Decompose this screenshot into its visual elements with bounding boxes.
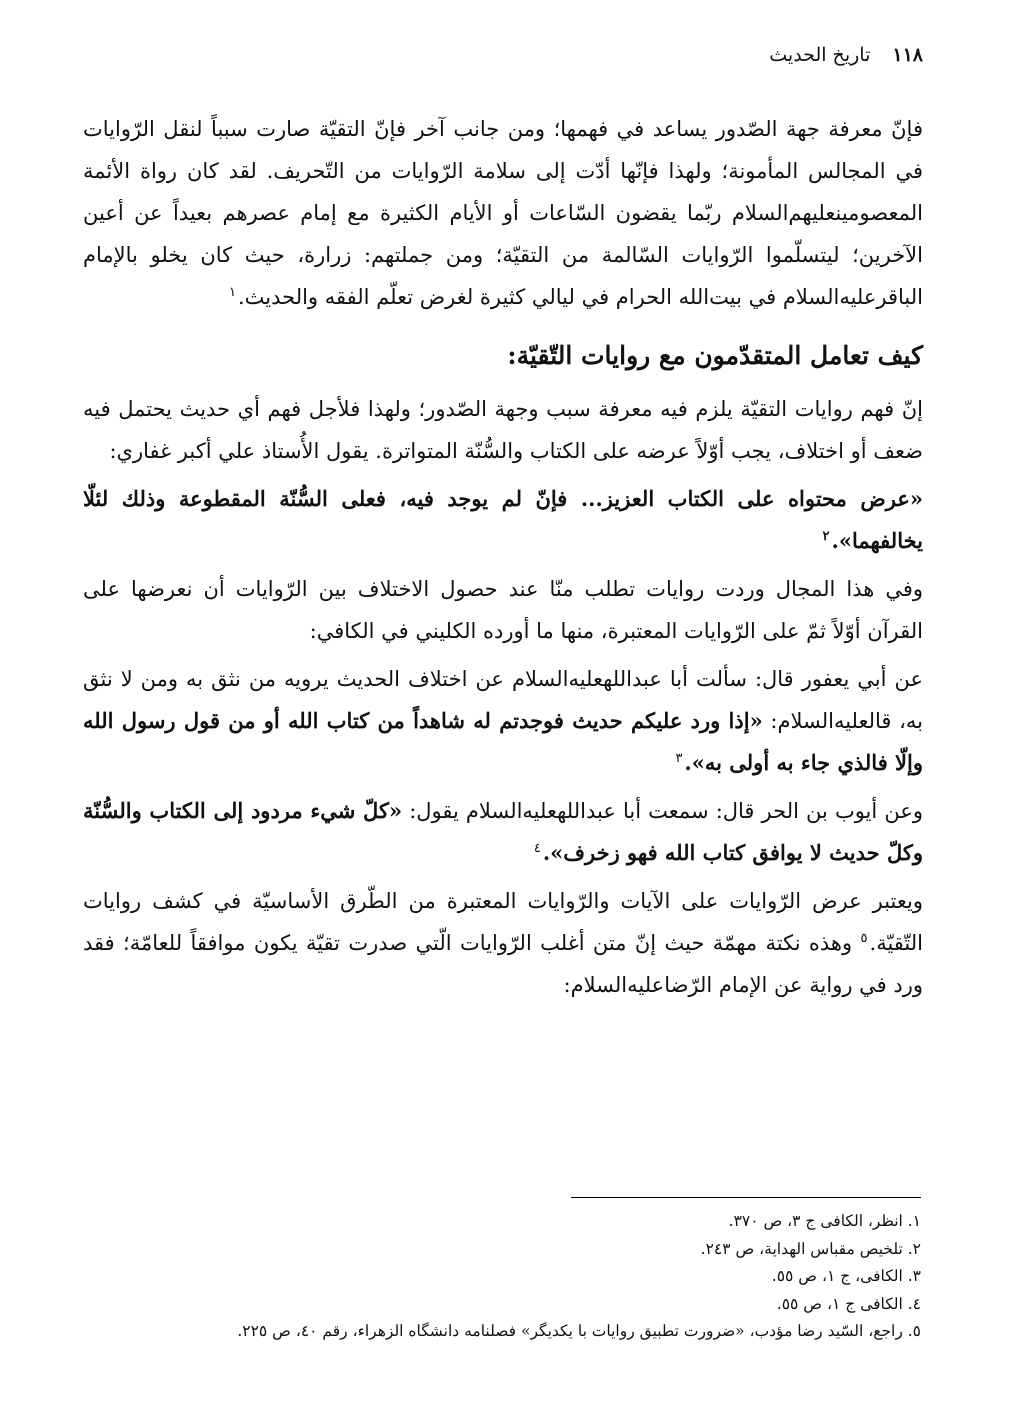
book-title: تاریخ الحدیث — [769, 44, 871, 66]
paragraph-1-text: فإنّ معرفة جهة الصّدور يساعد في فهمها؛ ومن جانب آخر فإنّ التقيّة صارت سبباً لنقل الرّوايات في المجالس المأمونة؛ ولهذا فإنّها أدّت إلى سلامة الرّوايات من التّحريف. لقد كان رواة الأئمة المعصومينعليهم‌السلام ربّما يقضون السّاعات أو الأيام الكثيرة مع إمام عصرهم بعيداً عن أعين الآخرين؛ ليتسلّموا الرّوايات السّالمة من التقيّة؛ ومن جملتهم: زرارة، حيث كان يخلو بالإمام الباقرعليه‌السلام في بيت‌الله الحرام في ليالي كثيرة لغرض تعلّم الفقه والحديث. — [83, 117, 923, 309]
footnote-ref-1[interactable]: ١ — [229, 285, 236, 300]
footnote-1: ١. انظر، الكافی ج ٣، ص ٣٧٠. — [728, 1212, 921, 1230]
running-header — [83, 40, 923, 70]
footnote-ref-4[interactable]: ٤ — [533, 841, 541, 856]
footnote-ref-3[interactable]: ٣ — [675, 751, 683, 766]
paragraph-5-intro: وعن أيوب بن الحر قال: سمعت أبا عبداللهعليه‌السلام يقول: — [409, 799, 923, 823]
main-text — [83, 108, 923, 1012]
section-heading: كيف تعامل المتقدّمون مع روايات التّقيّة: — [507, 341, 923, 370]
paragraph-4 — [83, 658, 923, 784]
footnote-ref-2[interactable]: ٢ — [822, 529, 830, 544]
footnotes-list — [81, 1208, 921, 1346]
paragraph-6 — [83, 880, 923, 1006]
footnote-2: ٢. تلخيص مقباس الهداية، ص ٢٤٣. — [700, 1239, 921, 1258]
paragraph-2: إنّ فهم روايات التقيّة يلزم فيه معرفة سبب وجهة الصّدور؛ ولهذا فلأجل فهم أي حديث يحتمل فيه ضعف أو اختلاف، يجب أوّلاً عرضه على الكتاب والسُّنّة المتواترة. يقول الأُستاذ علي أكبر غفاري: — [83, 397, 923, 463]
paragraph-5-quote: «كلّ شيء مردود إلى الكتاب والسُّنّة وكلّ حديث لا يوافق كتاب الله فهو زخرف». — [83, 798, 923, 865]
paragraph-6-part-a: ويعتبر عرض الرّوايات على الآيات والرّوايات المعتبرة من الطّرق الأساسيّة في كشف روايات التّقيّة. — [83, 889, 923, 955]
footnote-5: ٥. راجع، السّيد رضا مؤدب، «ضرورت تطبيق روايات با يكديگر» فصلنامه دانشگاه الزهراء، رقم ٤٠، ص ٢٢٥. — [237, 1322, 921, 1340]
quote-1-text: «عرض محتواه على الكتاب العزيز... فإنّ لم يوجد فيه، فعلى السُّنّة المقطوعة وذلك لئلّا يخالفهما». — [83, 486, 923, 553]
paragraph-1 — [83, 108, 923, 318]
footnote-3: ٣. الكافی، ج ١، ص ٥٥. — [771, 1267, 921, 1285]
footnote-ref-5[interactable]: ٥ — [860, 931, 868, 946]
paragraph-5 — [83, 790, 923, 874]
paragraph-6-part-b: وهذه نكتة مهمّة حيث إنّ متن أغلب الرّوايات الّتي صدرت تقيّة يكون موافقاً للعامّة؛ فقد ورد في رواية عن الإمام الرّضاعليه‌السلام: — [83, 931, 923, 997]
quote-1 — [83, 478, 923, 562]
paragraph-4-quote: «إذا ورد عليكم حديث فوجدتم له شاهداً من كتاب الله أو من قول رسول الله وإلّا فالذي جاء به أولى به». — [83, 708, 923, 775]
footnote-4: ٤. الكافی ج ١، ص ٥٥. — [776, 1294, 921, 1313]
page-number: ١١٨ — [892, 44, 923, 66]
paragraph-3: وفي هذا المجال وردت روايات تطلب منّا عند حصول الاختلاف بين الرّوايات أن نعرضها على القرآن أوّلاً ثمّ على الرّوايات المعتبرة، منها ما أورده الكليني في الكافي: — [83, 577, 923, 643]
footnote-divider — [571, 1197, 921, 1198]
paragraph-4-intro: عن أبي يعفور قال: سألت أبا عبداللهعليه‌السلام عن اختلاف الحديث يرويه من نثق به ومن لا نثق به، قالعليه‌السلام: — [83, 667, 923, 733]
